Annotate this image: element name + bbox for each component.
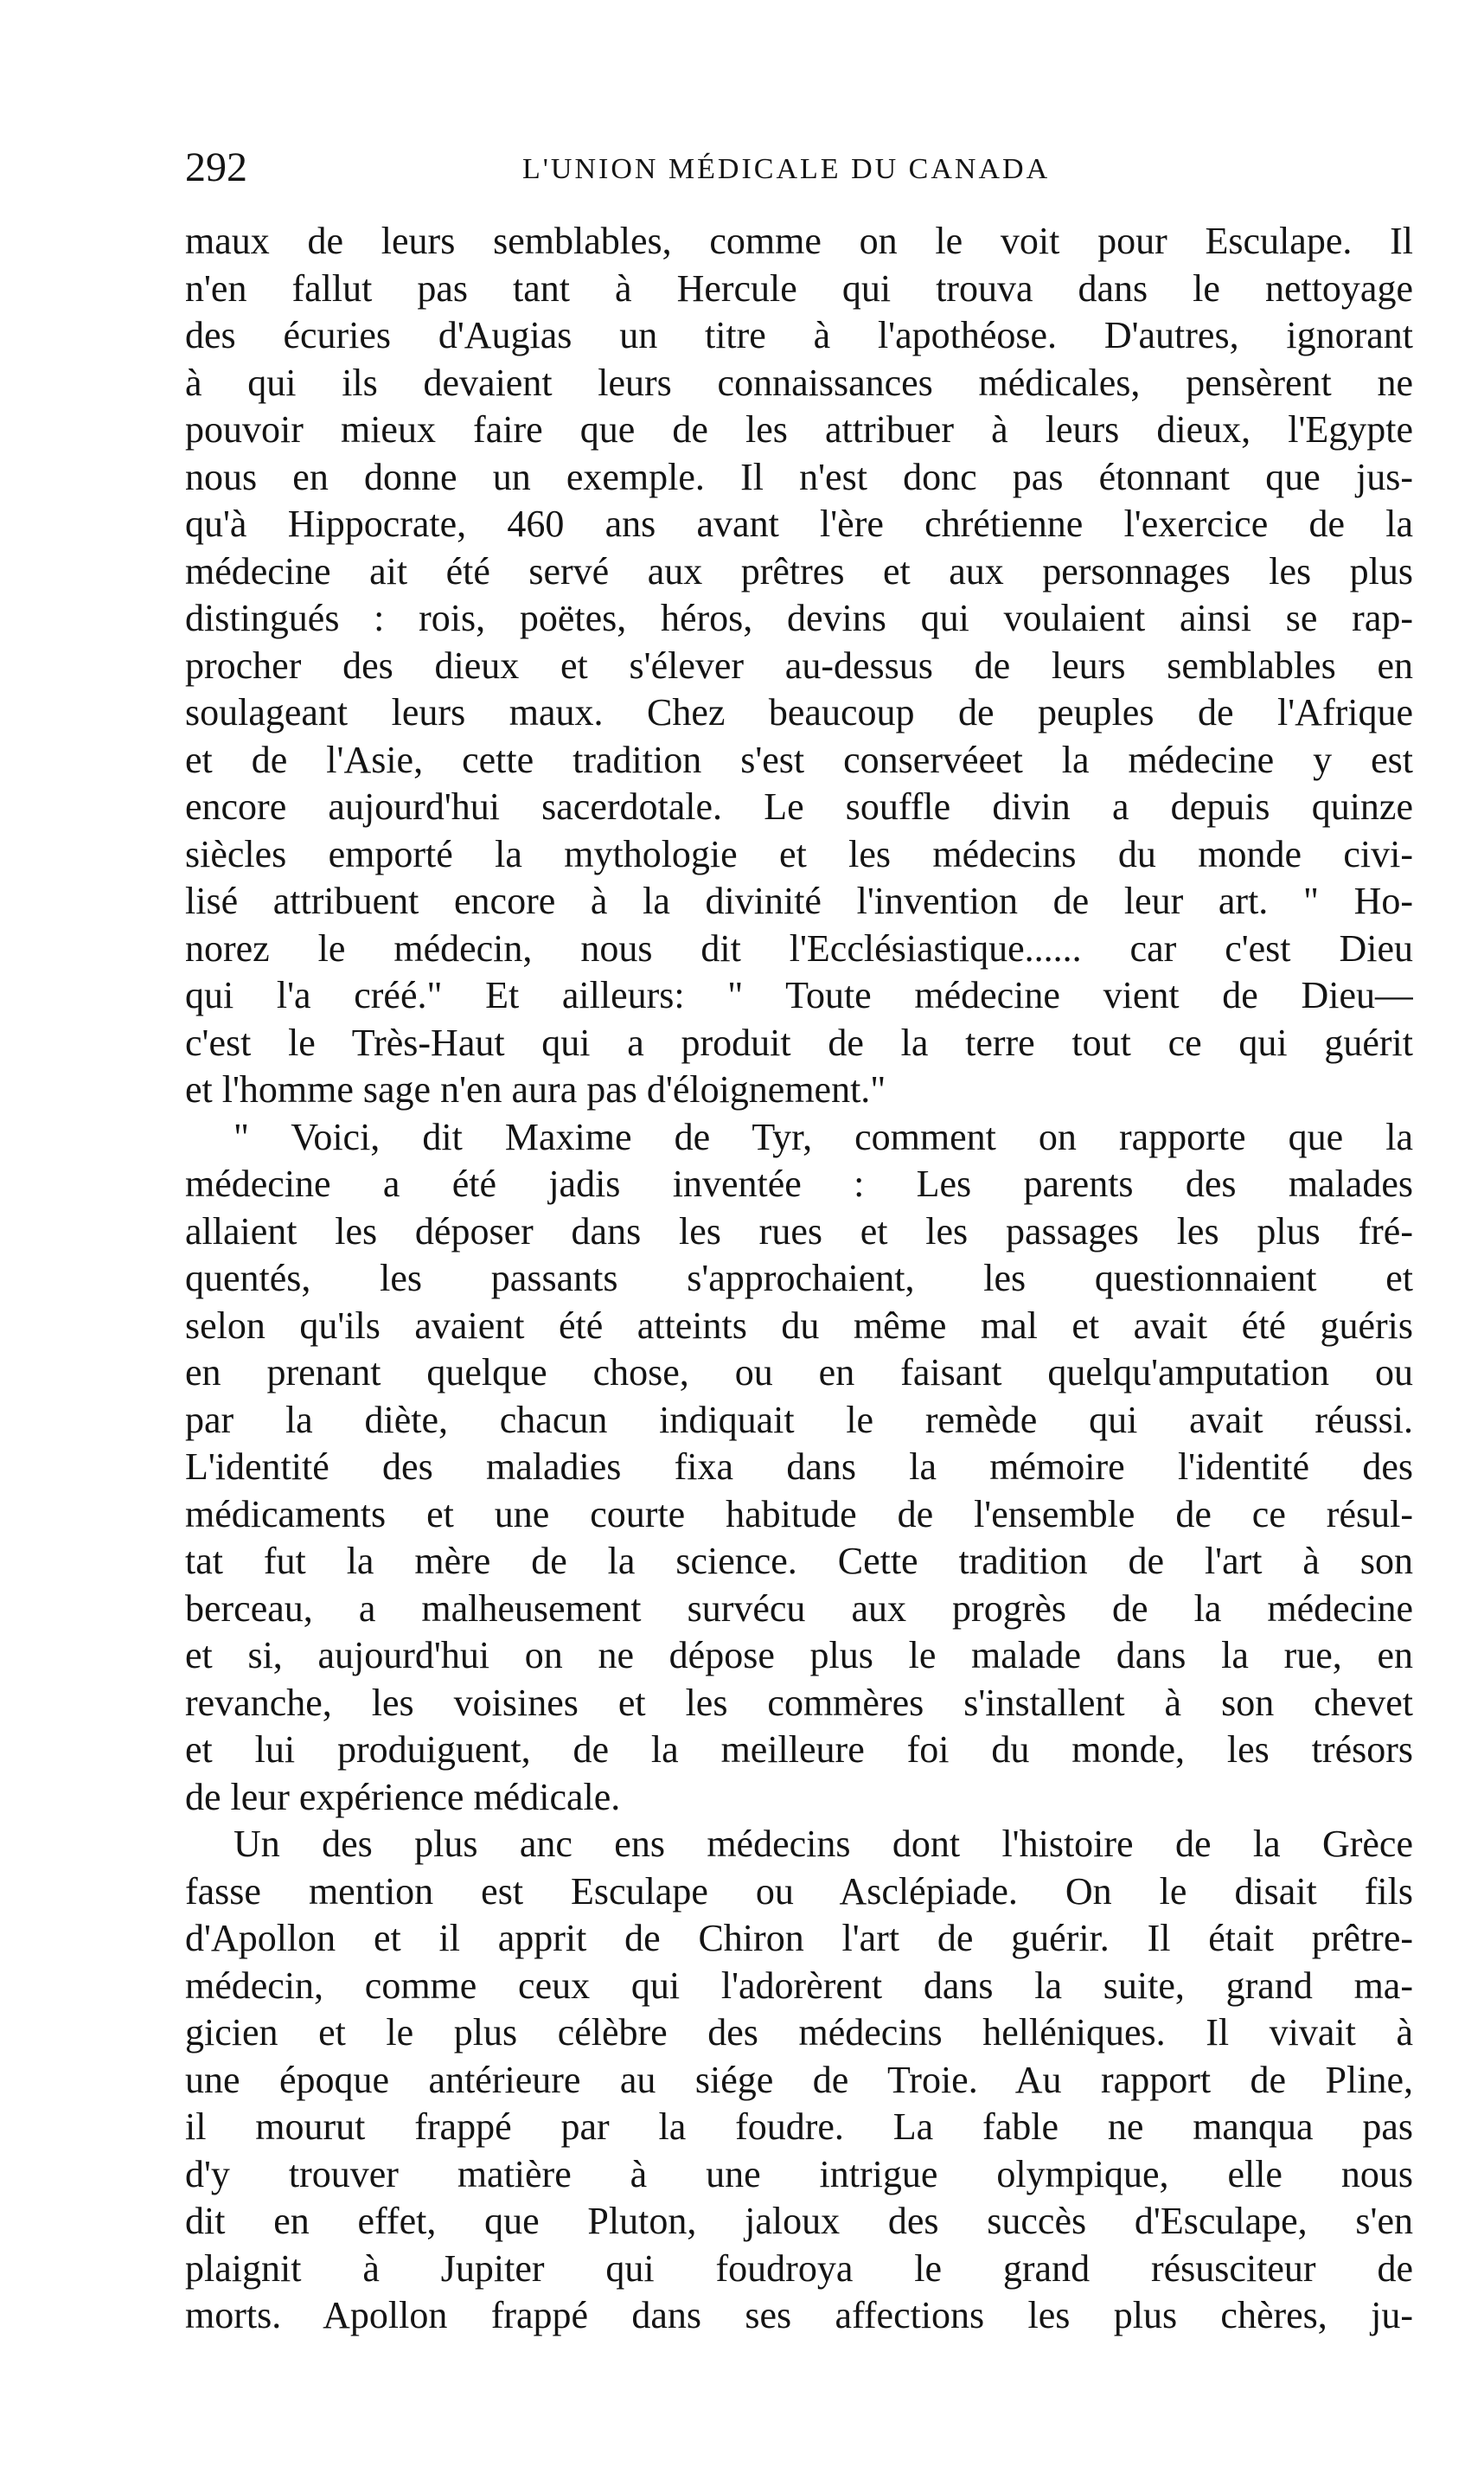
text-line: soulageant leurs maux. Chez beaucoup de peuples de l'Afrique: [185, 691, 1413, 734]
page-header: [185, 145, 1413, 190]
text-line: siècles emporté la mythologie et les médecins du monde civi-: [185, 832, 1413, 875]
text-line: d'Apollon et il apprit de Chiron l'art de guérir. Il était prêtre-: [185, 1917, 1413, 1959]
text-line: médicaments et une courte habitude de l'ensemble de ce résul-: [185, 1492, 1413, 1535]
text-line: lisé attribuent encore à la divinité l'invention de leur art. " Ho-: [185, 880, 1413, 922]
text-line: d'y trouver matière à une intrigue olympique, elle nous: [185, 2152, 1413, 2195]
text-line: plaignit à Jupiter qui foudroya le grand résusciteur de: [185, 2246, 1413, 2290]
text-line: nous en donne un exemple. Il n'est donc pas étonnant que jus-: [185, 455, 1413, 498]
text-line: une époque antérieure au siége de Troie. Au rapport de Pline,: [185, 2058, 1413, 2101]
text-line: en prenant quelque chose, ou en faisant quelqu'amputation ou: [185, 1351, 1413, 1394]
text-line: et de l'Asie, cette tradition s'est conservéeet la médecine y est: [185, 738, 1413, 781]
text-line: médecin, comme ceux qui l'adorèrent dans la suite, grand ma-: [185, 1964, 1413, 2007]
text-line: allaient les déposer dans les rues et les passages les plus fré-: [185, 1209, 1413, 1253]
text-line: selon qu'ils avaient été atteints du même mal et avait été guéris: [185, 1304, 1413, 1347]
text-line: dit en effet, que Pluton, jaloux des succès d'Esculape, s'en: [185, 2200, 1413, 2242]
text-line: L'identité des maladies fixa dans la mémoire l'identité des: [185, 1445, 1413, 1488]
text-line: encore aujourd'hui sacerdotale. Le souffle divin a depuis quinze: [185, 785, 1413, 828]
page-number: 292: [185, 144, 247, 190]
text-line: et lui produiguent, de la meilleure foi du monde, les trésors: [185, 1728, 1413, 1771]
text-line: et si, aujourd'hui on ne dépose plus le malade dans la rue, en: [185, 1634, 1413, 1676]
text-line: tat fut la mère de la science. Cette tradition de l'art à son: [185, 1540, 1413, 1582]
text-line: procher des dieux et s'élever au-dessus de leurs semblables en: [185, 644, 1413, 687]
text-line: revanche, les voisines et les commères s'installent à son chevet: [185, 1681, 1413, 1724]
text-line: qui l'a créé." Et ailleurs: " Toute médecine vient de Dieu—: [185, 974, 1413, 1016]
text-line: il mourut frappé par la foudre. La fable ne manqua pas: [185, 2105, 1413, 2148]
text-line: des écuries d'Augias un titre à l'apothéose. D'autres, ignorant: [185, 314, 1413, 356]
text-line: berceau, a malheusement survécu aux progrès de la médecine: [185, 1586, 1413, 1630]
text-line: maux de leurs semblables, comme on le voit pour Esculape. Il: [185, 220, 1413, 262]
body-text: [185, 218, 1413, 2340]
text-line: quentés, les passants s'approchaient, les questionnaient et: [185, 1257, 1413, 1299]
text-line: n'en fallut pas tant à Hercule qui trouva dans le nettoyage: [185, 266, 1413, 310]
text-line: norez le médecin, nous dit l'Ecclésiastique...... car c'est Dieu: [185, 926, 1413, 970]
text-line: pouvoir mieux faire que de les attribuer à leurs dieux, l'Egypte: [185, 408, 1413, 451]
running-title: L'UNION MÉDICALE DU CANADA: [522, 153, 1051, 185]
text-line: par la diète, chacun indiquait le remède qui avait réussi.: [185, 1398, 1413, 1441]
text-line: à qui ils devaient leurs connaissances médicales, pensèrent ne: [185, 361, 1413, 404]
text-line: morts. Apollon frappé dans ses affections les plus chères, ju-: [185, 2294, 1413, 2336]
text-line: c'est le Très-Haut qui a produit de la terre tout ce qui guérit: [185, 1021, 1413, 1064]
text-line: et l'homme sage n'en aura pas d'éloignement.": [185, 1068, 886, 1111]
text-line: gicien et le plus célèbre des médecins helléniques. Il vivait à: [185, 2011, 1413, 2054]
text-line: distingués : rois, poëtes, héros, devins qui voulaient ainsi se rap-: [185, 597, 1413, 639]
text-line: fasse mention est Esculape ou Asclépiade. On le disait fils: [185, 1869, 1413, 1913]
text-line: qu'à Hippocrate, 460 ans avant l'ère chrétienne l'exercice de la: [185, 503, 1413, 545]
text-line: " Voici, dit Maxime de Tyr, comment on rapporte que la: [233, 1115, 1413, 1158]
text-line: de leur expérience médicale.: [185, 1775, 621, 1818]
text-line: médecine ait été servé aux prêtres et aux personnages les plus: [185, 549, 1413, 593]
text-line: médecine a été jadis inventée : Les parents des malades: [185, 1163, 1413, 1205]
text-line: Un des plus anc ens médecins dont l'histoire de la Grèce: [233, 1823, 1413, 1865]
